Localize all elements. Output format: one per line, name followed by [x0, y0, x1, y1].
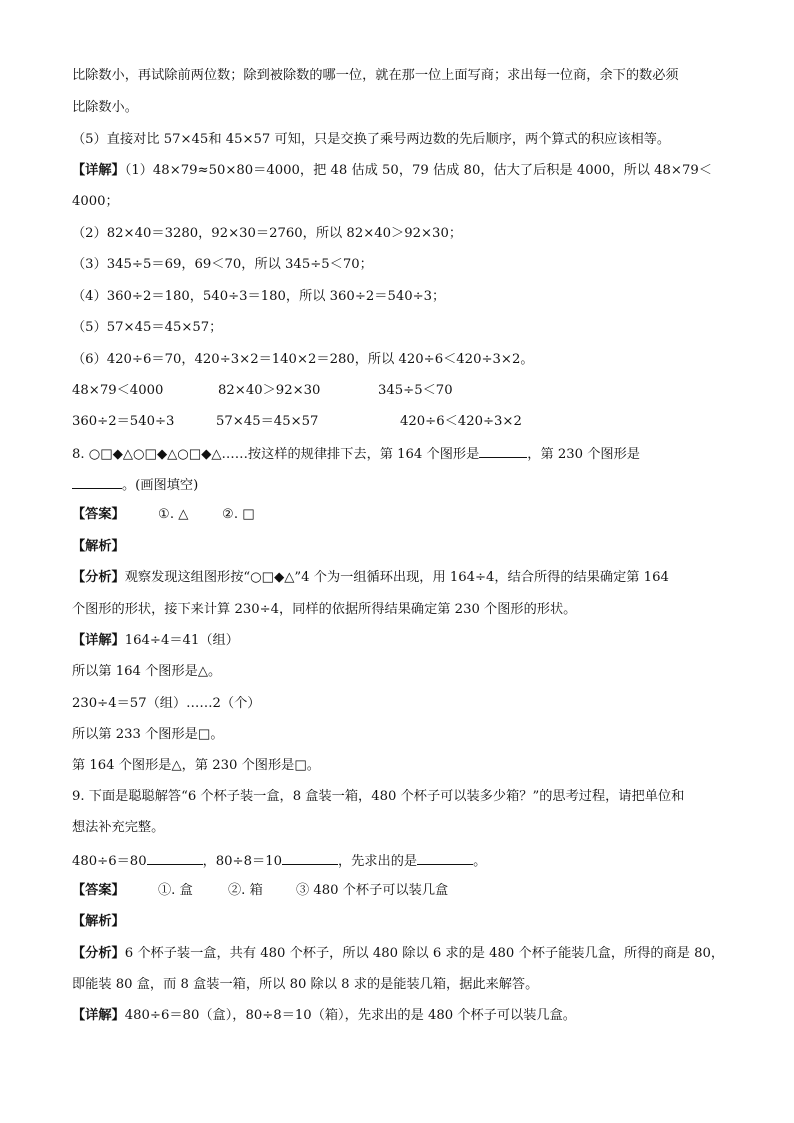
answer-label: 【答案】: [72, 883, 125, 898]
text-line: 个图形的形状，接下来计算 230÷4，同样的依据所得结果确定第 230 个图形的形状。: [72, 602, 577, 617]
question-8-line: [72, 474, 198, 496]
answer-item: ②. □: [222, 507, 255, 522]
text-line: 比除数小，再试除前两位数；除到被除数的哪一位，就在那一位上面写商；求出每一位商，余下的数必须: [72, 68, 679, 83]
result-item: 48×79＜4000: [72, 383, 164, 398]
line-text: 164÷4＝41（组）: [124, 633, 239, 648]
text-line: （5）57×45＝45×57；: [72, 320, 223, 335]
line-text: （1）48×79≈50×80＝4000，把 48 估成 50，79 估成 80，估大了后积是 4000，所以 48×79＜: [124, 163, 712, 178]
line-text: 。(画图填空): [122, 478, 199, 493]
section-tag: 【详解】: [72, 163, 125, 178]
section-tag: 【分析】: [72, 946, 125, 961]
result-item: 420÷6＜420÷3×2: [400, 414, 522, 429]
line-text: 8. ○□◆△○□◆△○□◆△……按这样的规律排下去，第 164 个图形是: [72, 447, 480, 462]
answer-blank[interactable]: [479, 443, 527, 458]
text-line: 230÷4＝57（组）……2（个）: [72, 696, 261, 711]
answer-blank[interactable]: [417, 850, 473, 865]
section-tag: 【详解】: [72, 1008, 125, 1023]
text-line: 所以第 233 个图形是□。: [72, 727, 224, 742]
line-text: 480÷6＝80（盒），80÷8＝10（箱），先求出的是 480 个杯子可以装几盒。: [124, 1008, 576, 1023]
text-line: [72, 568, 669, 588]
text-line: 第 164 个图形是△，第 230 个图形是□。: [72, 758, 320, 773]
answer-blank[interactable]: [282, 850, 338, 865]
text-line: （6）420÷6＝70，420÷3×2＝140×2＝280，所以 420÷6＜420÷3×2。: [72, 352, 534, 367]
analysis-label: 【解析】: [72, 914, 125, 929]
answer-item: ①. △: [158, 507, 189, 522]
answer-item: ③ 480 个杯子可以装几盒: [296, 883, 449, 898]
answer-item: ②. 箱: [228, 883, 263, 898]
text-line: 即能装 80 盒，而 8 盒装一箱，所以 80 除以 8 求的是能装几箱，据此来解答。: [72, 977, 539, 992]
result-item: 82×40＞92×30: [218, 383, 321, 398]
answer-label: 【答案】: [72, 507, 125, 522]
line-text: 480÷6＝80: [72, 854, 147, 869]
text-line: [72, 161, 712, 181]
text-line: （5）直接对比 57×45和 45×57 可知，只是交换了乘号两边数的先后顺序，两个算式的积应该相等。: [72, 132, 671, 147]
result-item: 345÷5＜70: [378, 383, 453, 398]
text-line: [72, 1006, 576, 1026]
analysis-label: 【解析】: [72, 539, 125, 554]
text-line: 4000；: [72, 194, 119, 209]
text-line: [72, 944, 724, 964]
text-line: （4）360÷2＝180，540÷3＝180，所以 360÷2＝540÷3；: [72, 289, 446, 304]
text-line: （2）82×40＝3280，92×30＝2760，所以 82×40＞92×30；: [72, 226, 463, 241]
text-line: （3）345÷5＝69，69＜70，所以 345÷5＜70；: [72, 257, 373, 272]
question-9-line: 想法补充完整。: [72, 820, 165, 835]
answer-blank[interactable]: [72, 474, 122, 489]
answer-blank[interactable]: [147, 850, 203, 865]
text-line: 比除数小。: [72, 100, 138, 115]
section-tag: 【详解】: [72, 633, 125, 648]
line-text: 。: [473, 854, 487, 869]
text-line: 所以第 164 个图形是△。: [72, 664, 222, 679]
line-text: ，先求出的是: [337, 854, 418, 869]
line-text: 6 个杯子装一盒，共有 480 个杯子，所以 480 除以 6 求的是 480 个杯子能装几盒，所得的商是 80，: [124, 946, 725, 961]
answer-item: ①. 盒: [158, 883, 193, 898]
line-text: ，80÷8＝10: [202, 854, 282, 869]
question-9-line: 9. 下面是聪聪解答“6 个杯子装一盒，8 盒装一箱，480 个杯子可以装多少箱？”的思考过程，请把单位和: [72, 789, 685, 804]
line-text: 观察发现这组图形按“○□◆△”4 个为一组循环出现，用 164÷4，结合所得的结果确定第 164: [124, 570, 669, 585]
result-item: 57×45＝45×57: [216, 414, 319, 429]
line-text: ，第 230 个图形是: [527, 447, 640, 462]
question-8-line: [72, 443, 640, 465]
question-9-line: [72, 850, 486, 872]
section-tag: 【分析】: [72, 570, 125, 585]
result-item: 360÷2＝540÷3: [72, 414, 175, 429]
text-line: [72, 631, 239, 651]
